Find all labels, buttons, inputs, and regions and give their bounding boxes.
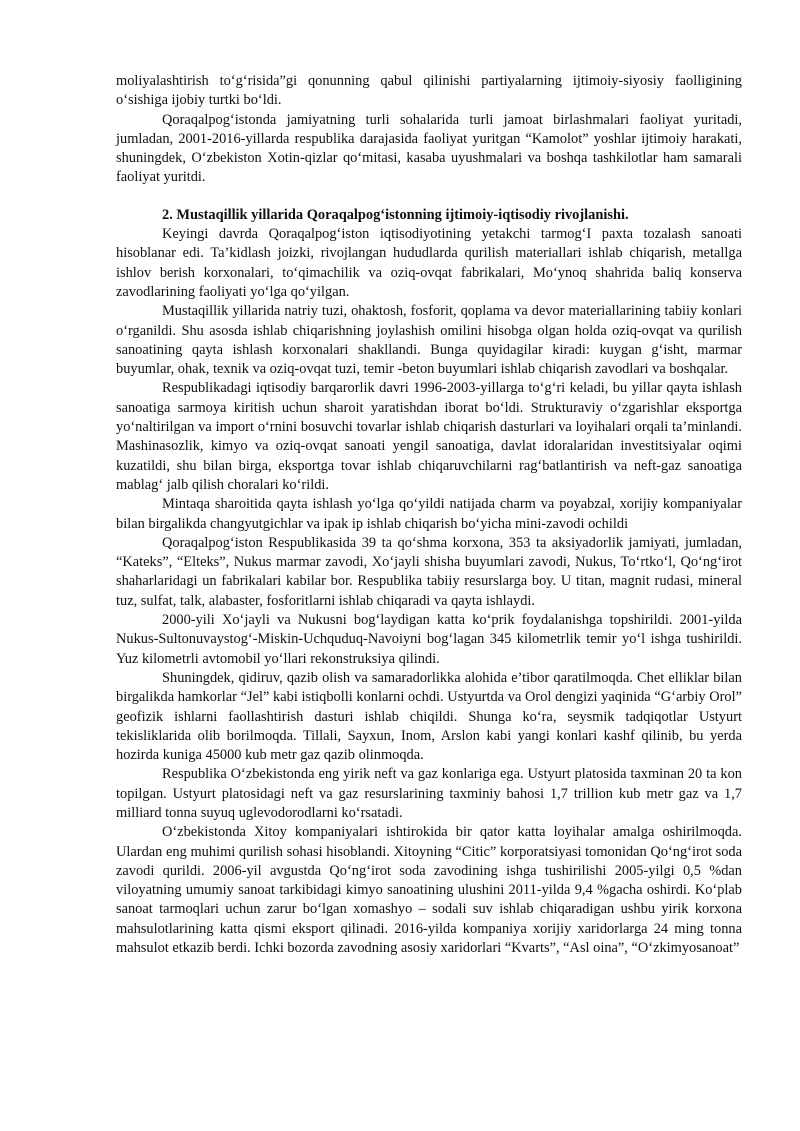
paragraph-natural-deposits: Mustaqillik yillarida natriy tuzi, ohaktosh, fosforit, qoplama va devor materiallarining tabiiy konlari o‘rganildi. Shu asosda ishlab chiqarishning joylashish omilini hisobga olgan holda oziq-ovqat va qurilish sanoatining qayta ishlash korxonalari shakllandi. Bunga quyidagilar kiradi: kuygan g‘isht, marmar buyumlar, ohak, texnik va oziq-ovqat tuzi, temir -beton buyumlari ishlab chiqarish zavodlari va boshqalar. — [116, 303, 742, 378]
paragraph-cotton-industry: Keyingi davrda Qoraqalpog‘iston iqtisodiyotining yetakchi tarmog‘I paxta tozalash sanoati hisoblanar edi. Ta’kidlash joizki, rivojlangan hududlarda qurilish materiallari ishlab chiqarish, metallga ishlov berish korxonalari, to‘qimachilik va oziq-ovqat fabrikalari, Mo‘ynoq shahrida baliq konserva zavodlarining faoliyati yo‘lga qo‘yilgan. — [116, 226, 742, 300]
paragraph-infrastructure: 2000-yili Xo‘jayli va Nukusni bog‘laydigan katta ko‘prik foydalanishga topshirildi. 2001-yilda Nukus-Sultonuvaystog‘-Miskin-Uchquduq-Navoiyni bog‘lagan 345 kilometrlik temir yo‘l ishga tushirildi. Yuz kilometrli avtomobil yo‘llari rekonstruksiya qilindi. — [116, 612, 742, 667]
paragraph-exploration: Shuningdek, qidiruv, qazib olish va samaradorlikka alohida e’tibor qaratilmoqda. Chet elliklar bilan birgalikda hamkorlar “Jel” kabi istiqbolli konlarni ochdi. Ustyurtda va Orol dengizi yaqinida “G‘arbiy Orol” geofizik ishlarni faollashtirish dasturi ishlab chiqildi. Shunga ko‘ra, seysmik tadqiqotlar Ustyurt tekisliklarida olib borilmoqda. Tillali, Sayxun, Inom, Arslon kabi yangi konlari kashf qilinib, bu yerda hozirda kuniga 45000 kub metr gaz qazib olinmoqda. — [116, 669, 742, 764]
document-page — [116, 72, 742, 958]
section-heading: 2. Mustaqillik yillarida Qoraqalpog‘istonning ijtimoiy-iqtisodiy rivojlanishi. — [162, 206, 629, 223]
paragraph-oil-gas: Respublika O‘zbekistonda eng yirik neft va gaz konlariga ega. Ustyurt platosida taxminan 20 ta kon topilgan. Ustyurt platosidagi neft va gaz resurslarining taxminiy bahosi 1,7 trillion kub metr gaz va 1,7 milliard tonna suyuq uglevodorodlarni ko‘rsatadi. — [116, 766, 742, 821]
paragraph-chinese-projects: O‘zbekistonda Xitoy kompaniyalari ishtirokida bir qator katta loyihalar amalga oshirilmoqda. Ulardan eng muhimi qurilish sohasi hisoblandi. Xitoyning “Citic” korporatsiyasi tomonidan Qo‘ng‘irot soda zavodi qurildi. 2006-yil avgustda Qo‘ng‘irot soda zavodining ishga tushirilishi 2005-yilgi 0,5 %dan viloyatning umumiy sanoat tarkibidagi kimyo sanoatining ulushini 2011-yilda 9,4 %gacha oshirdi. Ko‘plab sanoat tarmoqlari uchun zarur bo‘lgan xomashyo – sodali suv ishlab chiqaradigan ushbu yirik korxona mahsulotlarining katta qismi eksport qilinadi. 2016-yilda kompaniya xorijiy xaridorlarga 24 ming tonna mahsulot etkazib berdi. Ichki bozorda zavodning asosiy xaridorlari “Kvarts”, “Asl oina”, “O‘zkimyosanoat” — [116, 824, 742, 957]
paragraph-joint-ventures: Qoraqalpog‘iston Respublikasida 39 ta qo‘shma korxona, 353 ta aksiyadorlik jamiyati, jumladan, “Kateks”, “Elteks”, Nukus marmar zavodi, Xo‘jayli shisha buyumlari zavodi, Nukus, To‘rtko‘l, Qo‘ng‘irot shaharlaridagi un fabrikalari kabilar bor. Respublika tabiiy resurslarga boy. U titan, magnit rudasi, mineral tuz, sulfat, talk, alabaster, fosforitlarni ishlab chiqaradi va qayta ishlaydi. — [116, 534, 742, 609]
paragraph-party-activity: moliyalashtirish to‘g‘risida”gi qonunning qabul qilinishi partiyalarning ijtimoiy-siyosiy faolligining o‘sishiga ijobiy turtki bo‘ldi. — [116, 73, 742, 109]
paragraph-public-associations: Qoraqalpog‘istonda jamiyatning turli sohalarida turli jamoat birlashmalari faoliyat yuritadi, jumladan, 2001-2016-yillarda respublika darajasida faoliyat yuritgan “Kamolot” yoshlar ijtimoiy harakati, shuningdek, O‘zbekiston Xotin-qizlar qo‘mitasi, kasaba uyushmalari va boshqa tashkilotlar ham samarali faoliyat yuritdi. — [116, 111, 742, 186]
paragraph-economic-stability: Respublikadagi iqtisodiy barqarorlik davri 1996-2003-yillarga to‘g‘ri keladi, bu yillar qayta ishlash sanoatiga sarmoya kiritish uchun sharoit yaratishdan iborat bo‘ldi. Strukturaviy o‘zgarishlar eksportga yo‘naltirilgan va import o‘rnini bosuvchi tovarlar ishlab chiqarish dasturlari va loyihalari orqali ta’minlandi. Mashinasozlik, kimyo va oziq-ovqat sanoati yengil sanoatiga, davlat idoralaridan investitsiyalar oqimi kuzatildi, shu bilan birga, eksportga tovar ishlab chiqaruvchilarni rag‘batlantirish va neft-gaz sanoatiga mablag‘ jalb qilish choralari ko‘rildi. — [116, 380, 742, 493]
paragraph-processing-region: Mintaqa sharoitida qayta ishlash yo‘lga qo‘yildi natijada charm va poyabzal, xorijiy kompaniyalar bilan birgalikda changyutgichlar va ipak ip ishlab chiqarish bo‘yicha mini-zavodi ochildi — [116, 496, 742, 532]
